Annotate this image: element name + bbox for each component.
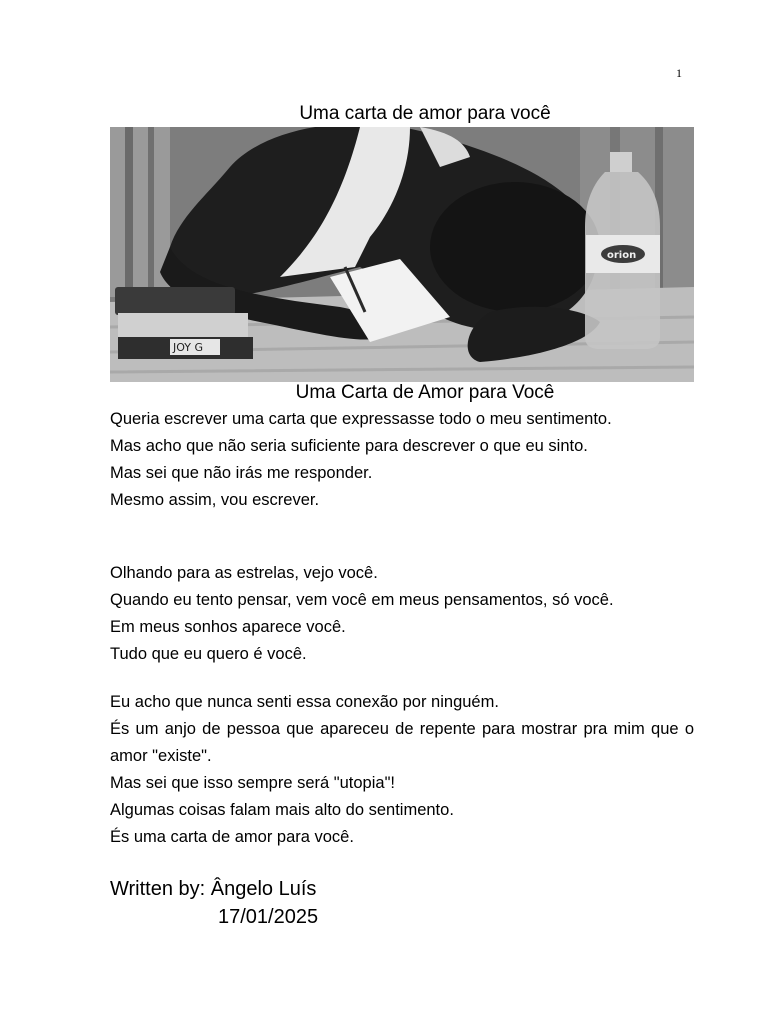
poem-line: És um anjo de pessoa que apareceu de repente para mostrar pra mim que o amor "existe". xyxy=(110,720,694,765)
poem-line: Tudo que eu quero é você. xyxy=(110,645,307,663)
bottle-label-text: orion xyxy=(607,250,637,261)
poem-line: Eu acho que nunca senti essa conexão por ninguém. xyxy=(110,693,499,711)
poem-line: Mas acho que não seria suficiente para descrever o que eu sinto. xyxy=(110,437,588,455)
stanza-3 xyxy=(110,689,694,851)
document-title: Uma carta de amor para você xyxy=(299,103,551,124)
poem-line: Queria escrever uma carta que expressasse todo o meu sentimento. xyxy=(110,410,612,428)
poem-line: Algumas coisas falam mais alto do sentimento. xyxy=(110,801,454,819)
poem-line: Olhando para as estrelas, vejo você. xyxy=(110,564,378,582)
poem-line: Mas sei que isso sempre será "utopia"! xyxy=(110,774,396,792)
photo-person-writing-letter xyxy=(110,127,694,382)
poem-line: Mesmo assim, vou escrever. xyxy=(110,491,320,509)
stanza-2 xyxy=(110,560,694,668)
poem-line: És uma carta de amor para você. xyxy=(110,828,354,846)
author-line: Written by: Ângelo Luís xyxy=(110,878,317,900)
signature-block xyxy=(110,875,410,931)
poem-line: Quando eu tento pensar, vem você em meus pensamentos, só você. xyxy=(110,591,614,609)
photo-caption: Uma Carta de Amor para Você xyxy=(295,382,555,403)
page-number: 1 xyxy=(676,66,682,80)
signature-date: 17/01/2025 xyxy=(218,906,319,928)
poem-line: Mas sei que não irás me responder. xyxy=(110,464,373,482)
poem-line: Em meus sonhos aparece você. xyxy=(110,618,346,636)
stanza-1 xyxy=(110,406,694,514)
book-spine-text: JOY G xyxy=(173,341,204,354)
